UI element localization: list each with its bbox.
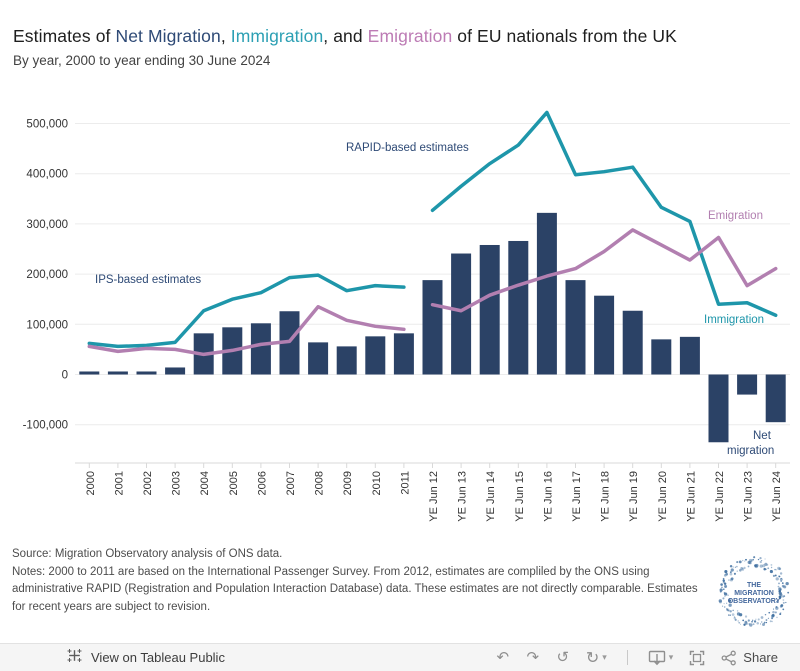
x-axis-tick-label: YE Jun 22 [714, 471, 726, 522]
share-icon [721, 650, 737, 666]
x-axis-tick-label: 2006 [256, 471, 269, 496]
net-migration-bar[interactable] [365, 336, 385, 374]
chart-title [13, 26, 677, 47]
x-axis-tick-label: YE Jun 21 [685, 471, 698, 522]
y-axis-tick-label: 400,000 [26, 168, 68, 181]
x-axis-tick-label: 2002 [142, 471, 154, 496]
chart-annotation: RAPID-based estimates [346, 142, 469, 154]
title-segment: Immigration [230, 26, 324, 46]
x-axis-tick-label: 2007 [285, 471, 297, 496]
notes-text: Notes: 2000 to 2011 are based on the International Passenger Survey. From 2012, estimates are compliled by the ONS using administrative RAPID (Registration and Population Interaction Database) data. These estimates are not directly comparable. Estimates for recent years are subject to revision. [12, 565, 698, 613]
net-migration-bar[interactable] [680, 337, 700, 375]
net-migration-bar[interactable] [394, 333, 414, 374]
net-migration-bar[interactable] [165, 367, 185, 374]
net-migration-bar[interactable] [508, 241, 528, 375]
reset-button[interactable]: ↺ [556, 649, 570, 666]
fullscreen-icon [689, 650, 705, 666]
net-migration-bar[interactable] [337, 346, 357, 374]
chart-subtitle: By year, 2000 to year ending 30 June 2024 [13, 53, 271, 68]
chart-annotation: Net [753, 430, 771, 442]
net-migration-bar[interactable] [651, 339, 671, 374]
logo-line3: OBSERVATORY [727, 598, 781, 605]
net-migration-bar[interactable] [480, 245, 500, 375]
refresh-icon: ↻ [585, 649, 600, 667]
redo-button[interactable]: ↷ [526, 649, 540, 666]
net-migration-bar[interactable] [251, 323, 271, 374]
y-axis-tick-label: -100,000 [22, 419, 68, 432]
chevron-down-icon: ▾ [668, 652, 674, 662]
x-axis-tick-label: 2000 [84, 471, 97, 496]
y-axis-tick-label: 0 [61, 369, 68, 382]
x-axis-tick-label: 2008 [313, 471, 326, 496]
undo-button[interactable]: ↶ [496, 649, 510, 666]
view-on-tableau-public-link[interactable]: View on Tableau Public [91, 650, 225, 665]
logo-line1: THE [747, 582, 761, 589]
net-migration-bar[interactable] [451, 254, 471, 375]
y-axis-tick-label: 200,000 [26, 269, 68, 282]
refresh-button[interactable] [578, 646, 615, 670]
x-axis-tick-label: YE Jun 14 [485, 471, 498, 522]
x-axis-tick-label: YE Jun 20 [656, 471, 669, 522]
x-axis-tick-label: 2001 [113, 471, 126, 496]
net-migration-bar[interactable] [594, 296, 614, 375]
net-migration-bar[interactable] [108, 371, 128, 374]
title-segment: of EU nationals from the UK [452, 26, 677, 46]
chevron-down-icon: ▾ [602, 652, 607, 662]
net-migration-bar[interactable] [79, 371, 99, 374]
tableau-logo-icon [66, 647, 83, 669]
migration-observatory-logo [716, 554, 792, 630]
y-axis-tick-label: 100,000 [26, 319, 68, 332]
x-axis-tick-label: YE Jun 23 [742, 471, 755, 522]
chart-area [0, 86, 800, 544]
net-migration-bar[interactable] [623, 311, 643, 375]
x-axis-tick-label: 2005 [227, 471, 240, 496]
title-segment: Net Migration [115, 26, 221, 46]
share-button[interactable] [713, 646, 786, 670]
chart-annotation: Emigration [708, 210, 763, 222]
net-migration-bar[interactable] [537, 213, 557, 375]
toolbar-divider [627, 650, 628, 665]
x-axis-tick-label: YE Jun 15 [513, 471, 526, 522]
y-axis-tick-label: 300,000 [26, 218, 68, 231]
logo-line2: MIGRATION [734, 590, 774, 597]
title-segment: Emigration [367, 26, 453, 46]
x-axis-tick-label: YE Jun 12 [428, 471, 440, 522]
net-migration-bar[interactable] [308, 342, 328, 374]
chart-canvas[interactable] [0, 86, 800, 544]
source-text: Source: Migration Observatory analysis of ONS data. [12, 548, 283, 560]
net-migration-bar[interactable] [137, 371, 157, 374]
net-migration-bar[interactable] [737, 375, 757, 395]
x-axis-tick-label: YE Jun 18 [599, 471, 612, 522]
title-segment: , [220, 26, 231, 46]
x-axis-tick-label: YE Jun 19 [628, 471, 641, 522]
x-axis-tick-label: 2004 [199, 471, 212, 496]
net-migration-bar[interactable] [766, 375, 786, 423]
net-migration-bar[interactable] [566, 280, 586, 374]
chart-annotation: IPS-based estimates [95, 274, 202, 286]
download-icon [648, 650, 666, 666]
x-axis-tick-label: 2010 [370, 471, 383, 496]
x-axis-tick-label: YE Jun 24 [771, 471, 784, 522]
fullscreen-button[interactable] [681, 646, 713, 670]
x-axis-tick-label: YE Jun 16 [542, 471, 555, 522]
y-axis-tick-label: 500,000 [26, 118, 68, 131]
chart-annotation: Immigration [704, 314, 765, 326]
x-axis-tick-label: 2009 [342, 471, 355, 496]
download-button[interactable] [640, 646, 682, 670]
footer-notes-block [12, 546, 714, 616]
x-axis-tick-label: YE Jun 17 [571, 471, 583, 522]
share-label: Share [743, 650, 778, 665]
chart-annotation: migration [727, 445, 775, 457]
title-segment: , and [323, 26, 368, 46]
title-segment: Estimates of [13, 26, 116, 46]
x-axis-tick-label: 2011 [399, 471, 412, 495]
x-axis-tick-label: YE Jun 13 [456, 470, 469, 522]
net-migration-bar[interactable] [423, 280, 443, 374]
net-migration-bar[interactable] [709, 375, 729, 443]
x-axis-tick-label: 2003 [170, 471, 183, 496]
tableau-toolbar [0, 643, 800, 671]
